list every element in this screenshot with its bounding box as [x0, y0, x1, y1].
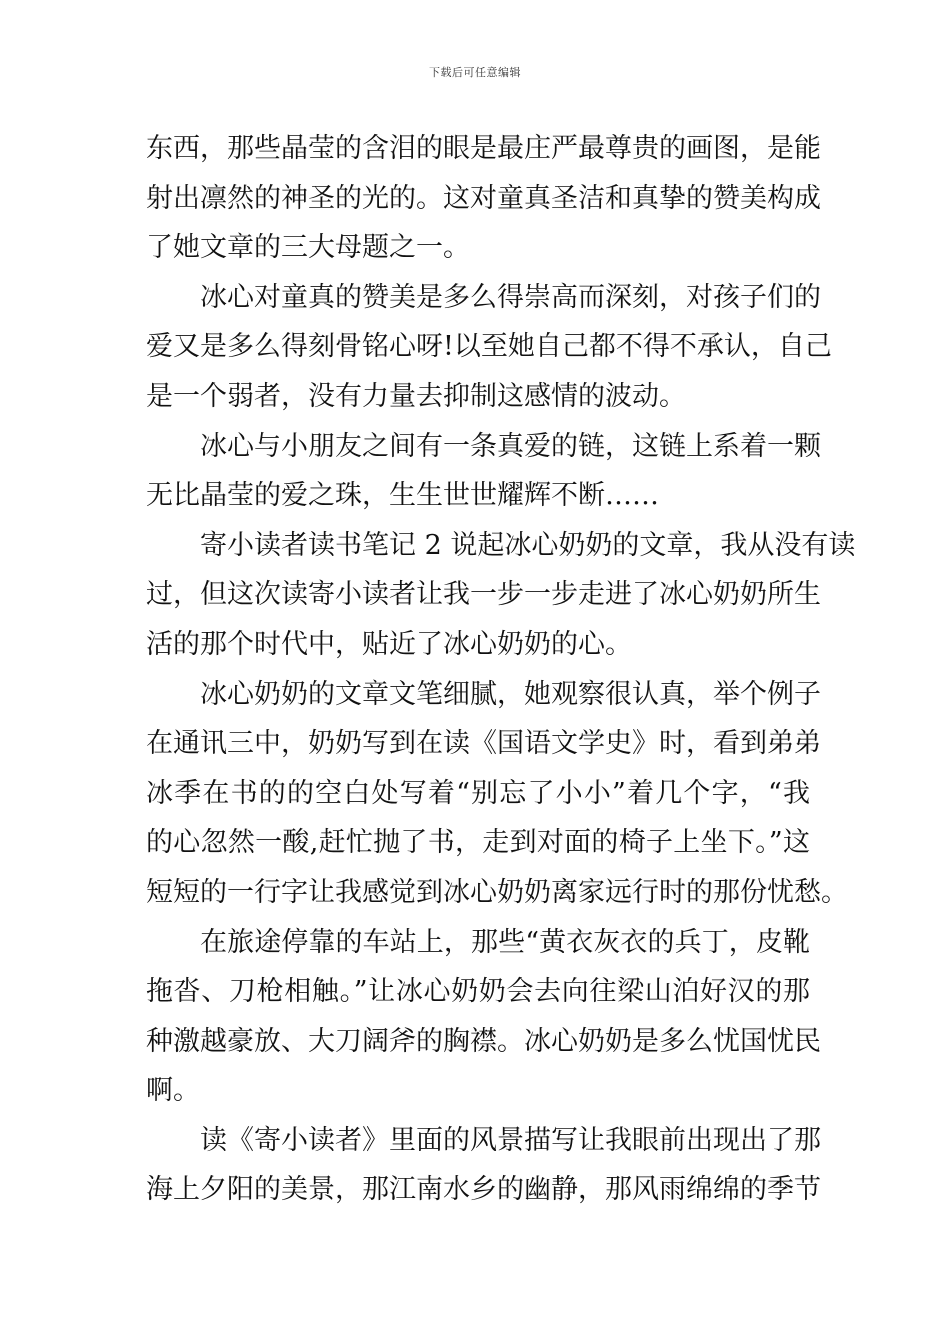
- text-line: 的心忽然一酸,赶忙抛了书，走到对面的椅子上坐下。”这: [146, 827, 810, 859]
- text-line: 短短的一行字让我感觉到冰心奶奶离家远行时的那份忧愁。: [146, 876, 848, 908]
- document-body: [146, 124, 856, 1215]
- text-line: 寄小读者读书笔记 2 说起冰心奶奶的文章，我从没有读: [200, 529, 856, 561]
- text-line: 冰心奶奶的文章文笔细腻，她观察很认真，举个例子: [200, 678, 821, 710]
- text-line: 活的那个时代中，贴近了冰心奶奶的心。: [146, 628, 632, 660]
- text-line: 过，但这次读寄小读者让我一步一步走进了冰心奶奶所生: [146, 579, 821, 611]
- text-line: 在旅途停靠的车站上，那些“黄衣灰衣的兵丁，皮靴: [200, 926, 810, 958]
- text-line: 在通讯三中，奶奶写到在读《国语文学史》时，看到弟弟: [146, 728, 821, 760]
- text-line: 读《寄小读者》里面的风景描写让我眼前出现出了那: [200, 1124, 821, 1156]
- text-line: 无比晶莹的爱之珠，生生世世耀辉不断……: [146, 480, 659, 512]
- text-line: 啊。: [146, 1075, 200, 1107]
- text-line: 东西，那些晶莹的含泪的眼是最庄严最尊贵的画图，是能: [146, 133, 821, 164]
- text-line: 爱又是多么得刻骨铭心呀!以至她自己都不得不承认，自己: [146, 331, 832, 363]
- text-line: 拖沓、刀枪相触。”让冰心奶奶会去向往梁山泊好汉的那: [146, 976, 810, 1008]
- text-line: 了她文章的三大母题之一。: [146, 232, 470, 264]
- text-line: 是一个弱者，没有力量去抑制这感情的波动。: [146, 380, 686, 412]
- text-line: 冰心与小朋友之间有一条真爱的链，这链上系着一颗: [200, 430, 821, 462]
- text-line: 射出凛然的神圣的光的。这对童真圣洁和真挚的赞美构成: [146, 182, 821, 214]
- text-line: 种激越豪放、大刀阔斧的胸襟。冰心奶奶是多么忧国忧民: [146, 1025, 821, 1057]
- text-line: 冰心对童真的赞美是多么得崇高而深刻，对孩子们的: [200, 281, 821, 313]
- text-line: 海上夕阳的美景，那江南水乡的幽静，那风雨绵绵的季节: [146, 1174, 821, 1206]
- text-line: 冰季在书的的空白处写着“别忘了小小”着几个字，“我: [146, 777, 810, 809]
- page-header-note: 下载后可任意编辑: [429, 66, 521, 79]
